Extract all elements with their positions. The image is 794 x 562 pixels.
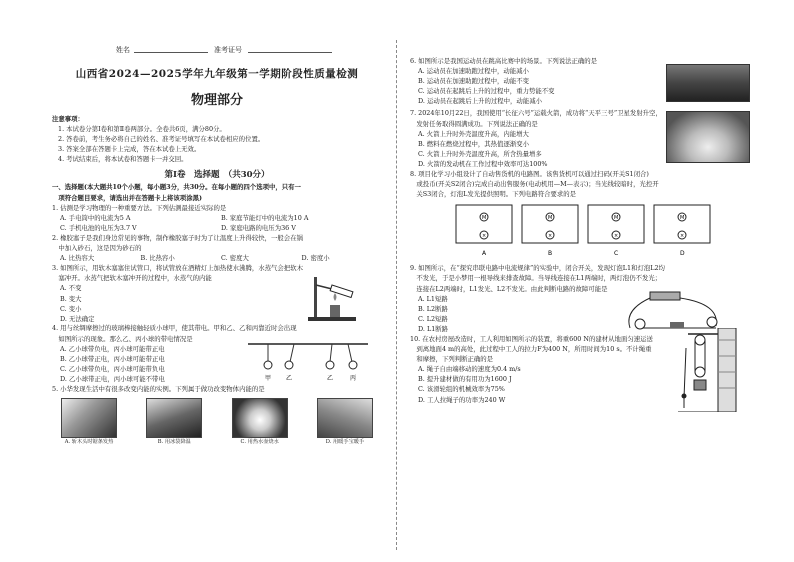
q6-option-c: C. 运动员在起跳后上升的过程中，重力势能不变: [418, 87, 555, 96]
pulley-figure: [678, 328, 738, 412]
q2-option-d: D. 密度小: [301, 254, 330, 263]
note-item: 4. 考试结束后，将本试卷和答题卡一并交回。: [58, 155, 188, 164]
exam-number-label: 准考证号: [214, 46, 242, 54]
q5-caption-d: D. 用暖手宝暖手: [325, 438, 365, 445]
section-intro-cont: 项符合题目要求，请选出并在答题卡上将该项涂黑): [52, 193, 203, 202]
q4-option-b: B. 乙小球带正电，丙小球可能带正电: [60, 354, 165, 363]
q3-stem-cont: 塞冲开。水蒸气把软木塞冲开的过程中，水蒸气的内能: [52, 274, 212, 283]
exam-subtitle: 物理部分: [190, 93, 243, 108]
q9-option-b: B. L2断路: [418, 304, 448, 313]
test-tube-figure: [302, 271, 362, 327]
q10-stem-cont: 到离地面4 m的高处，此过程中工人的拉力F为400 N，所用时间为10 s。不计绳重: [410, 345, 652, 354]
exam-number-underline: [248, 52, 332, 53]
sawing-wood-photo: [61, 398, 117, 438]
q5-image-d: [308, 398, 382, 446]
q7-stem: 7. 2024年10月22日，我国使用“长征六号”运载火箭，成功将“天平三号”卫星发射升空，: [410, 109, 662, 118]
name-underline: [134, 52, 208, 53]
q5-caption-b: B. 用冰袋降温: [157, 438, 191, 445]
charged-balls-figure: [248, 340, 368, 384]
q3-option-b: B. 变大: [60, 294, 82, 303]
q2-stem-cont: 中加入砂石，这是因为砂石的: [52, 244, 142, 253]
left-column: [52, 66, 382, 446]
svg-text:×: ×: [548, 233, 553, 240]
q5-stem: 5. 小华发现生活中有很多改变内能的实例。下列属于做功改变物体内能的是: [52, 384, 265, 393]
q9-option-d: D. L1断路: [418, 324, 449, 333]
svg-text:×: ×: [614, 233, 619, 240]
q3-option-a: A. 不变: [60, 284, 82, 293]
svg-text:M: M: [482, 215, 487, 222]
hand-warmer-photo: [317, 398, 373, 438]
q3-option-c: C. 变小: [60, 304, 82, 313]
notes-heading: 注意事项：: [52, 115, 84, 123]
q9-stem: 9. 如图所示，在“探究串联电路中电流规律”的实验中，闭合开关，发现灯泡L1和灯泡L2均: [410, 264, 665, 273]
q5-image-b: [137, 398, 211, 446]
q1-stem: 1. 估测是学习物理的一种重要方法。下列估测最接近实际的是: [52, 203, 227, 212]
q10-option-a: A. 绳子自由端移动的速度为0.4 m/s: [418, 365, 521, 374]
note-item: 3. 答案全部在答题卡上完成，答在本试卷上无效。: [58, 145, 201, 154]
q2-option-c: C. 密度大: [221, 254, 249, 263]
q3-option-d: D. 无法确定: [60, 314, 95, 323]
circuit-d: [654, 205, 710, 257]
ice-pack-photo: [146, 398, 202, 438]
q10-option-b: B. 提升建材做的有用功为1600 J: [418, 375, 512, 384]
note-item: 1. 本试卷分第Ⅰ卷和第Ⅱ卷两部分。全卷共6页，满分80分。: [58, 125, 226, 134]
q6-option-d: D. 运动员在起跳后上升的过程中，动能减小: [418, 97, 542, 106]
ball-label-yi: 乙: [286, 374, 293, 382]
q9-stem-cont: 不发光，于是小梦用一根导线来排查故障。当导线连接在L1两端时，两灯泡仍不发光；: [410, 274, 662, 283]
q10-option-c: C. 该滑轮组的机械效率为75%: [418, 385, 505, 394]
exam-title: 山西省2024—2025学年九年级第一学期阶段性质量检测: [75, 68, 359, 80]
circuit-options-figure: [410, 199, 750, 259]
circuit-label-a: A: [482, 250, 487, 258]
high-jump-photo: [666, 64, 750, 102]
q6-option-b: B. 运动员在加速助跑过程中，动能不变: [418, 77, 530, 86]
circuit-label-c: C: [614, 250, 619, 258]
series-circuit-figure: [620, 290, 730, 334]
q1-option-b: B. 家庭节能灯中的电流为10 A: [221, 213, 309, 222]
q4-option-a: A. 乙小球带负电，丙小球可能带正电: [60, 344, 165, 353]
section-intro: 一、选择题(本大题共10个小题，每小题3分，共30分。在每小题的四个选项中，只有一: [52, 183, 301, 192]
q4-option-c: C. 乙小球带负电，丙小球可能带负电: [60, 364, 165, 373]
svg-text:M: M: [614, 215, 619, 222]
q3-stem: 3. 如图所示，用软木塞塞住试管口，将试管放在酒精灯上加热使水沸腾，水蒸气会把软木: [52, 264, 303, 273]
q1-option-a: A. 手电筒中的电流为5 A: [60, 213, 131, 222]
circuit-label-b: B: [548, 250, 553, 258]
q5-caption-c: C. 用热水壶烧水: [240, 438, 279, 445]
q8-stem-cont: 或投币(开关S2闭合)完成自动出售服务(电动机用—M—表示)；当光线较暗时，光控开: [410, 180, 659, 189]
note-item: 2. 答卷前，考生务必将自己的姓名、准考证号填写在本试卷相应的位置。: [58, 135, 265, 144]
svg-text:M: M: [548, 215, 553, 222]
circuit-a: [456, 205, 512, 257]
circuit-c: [588, 205, 644, 257]
q2-stem: 2. 橡胶塞子是我们身边常见的事物，制作橡胶塞子时为了让温度上升得较快，一般会在锅: [52, 233, 303, 242]
q7-stem-cont: 发射任务取得圆满成功。下列说法正确的是: [410, 119, 538, 128]
q10-stem-cont-2: 和摩擦，下列判断正确的是: [410, 355, 494, 364]
q4-stem: 4. 用与丝绸摩擦过的玻璃棒接触轻质小球甲，使其带电。甲和乙、乙和丙靠近时会出现: [52, 324, 297, 333]
circuit-label-d: D: [680, 250, 685, 258]
q4-stem-cont: 如图所示的现象。那么乙、丙小球的带电情况是: [52, 334, 193, 343]
q7-option-b: B. 燃料在燃烧过程中，其热值逐渐变小: [418, 139, 530, 148]
notes-block: [52, 114, 382, 164]
circuit-b: [522, 205, 578, 257]
q8-stem: 8. 项目化学习小组设计了自动售货机的电路图。该售货机可以通过扫码(开关S1闭合): [410, 170, 649, 179]
ball-label-jia: 甲: [265, 374, 272, 382]
q5-image-c: [223, 398, 297, 446]
column-divider: [396, 40, 397, 550]
svg-text:×: ×: [482, 233, 487, 240]
q8-stem-cont-2: 关S3闭合，灯泡L发光提供照明。下列电路符合要求的是: [410, 190, 577, 199]
q6-stem: 6. 如图所示是我国运动员在跳高比赛中的场景。下列说法正确的是: [410, 57, 598, 65]
q9-option-c: C. L2短路: [418, 314, 448, 323]
q10-option-d: D. 工人拉绳子的功率为240 W: [418, 395, 506, 404]
q2-option-a: A. 比热容大: [60, 254, 95, 263]
kettle-photo: [232, 398, 288, 438]
q2-option-b: B. 比热容小: [140, 254, 175, 263]
q9-stem-cont-2: 连接在L2两端时，L1发光、L2不发光。由此判断电路的故障可能是: [410, 284, 608, 293]
q1-option-d: D. 家庭电路的电压为36 V: [221, 223, 296, 232]
rocket-launch-photo: [666, 111, 750, 163]
name-label: 姓名: [116, 46, 130, 54]
q4-option-d: D. 乙小球带正电，丙小球可能不带电: [60, 374, 165, 383]
q7-option-d: D. 火箭的发动机在工作过程中效率可达100%: [418, 159, 548, 168]
q9-option-a: A. L1短路: [418, 294, 448, 303]
svg-text:M: M: [680, 215, 685, 222]
q6-option-a: A. 运动员在加速助跑过程中，动能减小: [418, 67, 529, 76]
ball-label-bing: 丙: [350, 374, 357, 382]
q5-image-a: [52, 398, 126, 446]
section-title: 第Ⅰ卷 选择题 （共30分）: [164, 170, 270, 181]
q5-caption-a: A. 斩木头时锯条发热: [64, 438, 114, 445]
q5-images: [52, 398, 382, 446]
ball-label-yi-2: 乙: [327, 374, 334, 382]
q1-option-c: C. 手机电池的电压为3.7 V: [60, 223, 137, 232]
q10-stem: 10. 在农村房屋改造时，工人利用如图所示的装置，将重600 N的建材从地面匀速运送: [410, 334, 653, 343]
q7-option-c: C. 火箭上升时外壳温度升高，所含热量增多: [418, 149, 542, 158]
svg-text:×: ×: [680, 233, 685, 240]
q7-option-a: A. 火箭上升时外壳温度升高，内能增大: [418, 129, 529, 138]
right-column: [410, 56, 750, 405]
